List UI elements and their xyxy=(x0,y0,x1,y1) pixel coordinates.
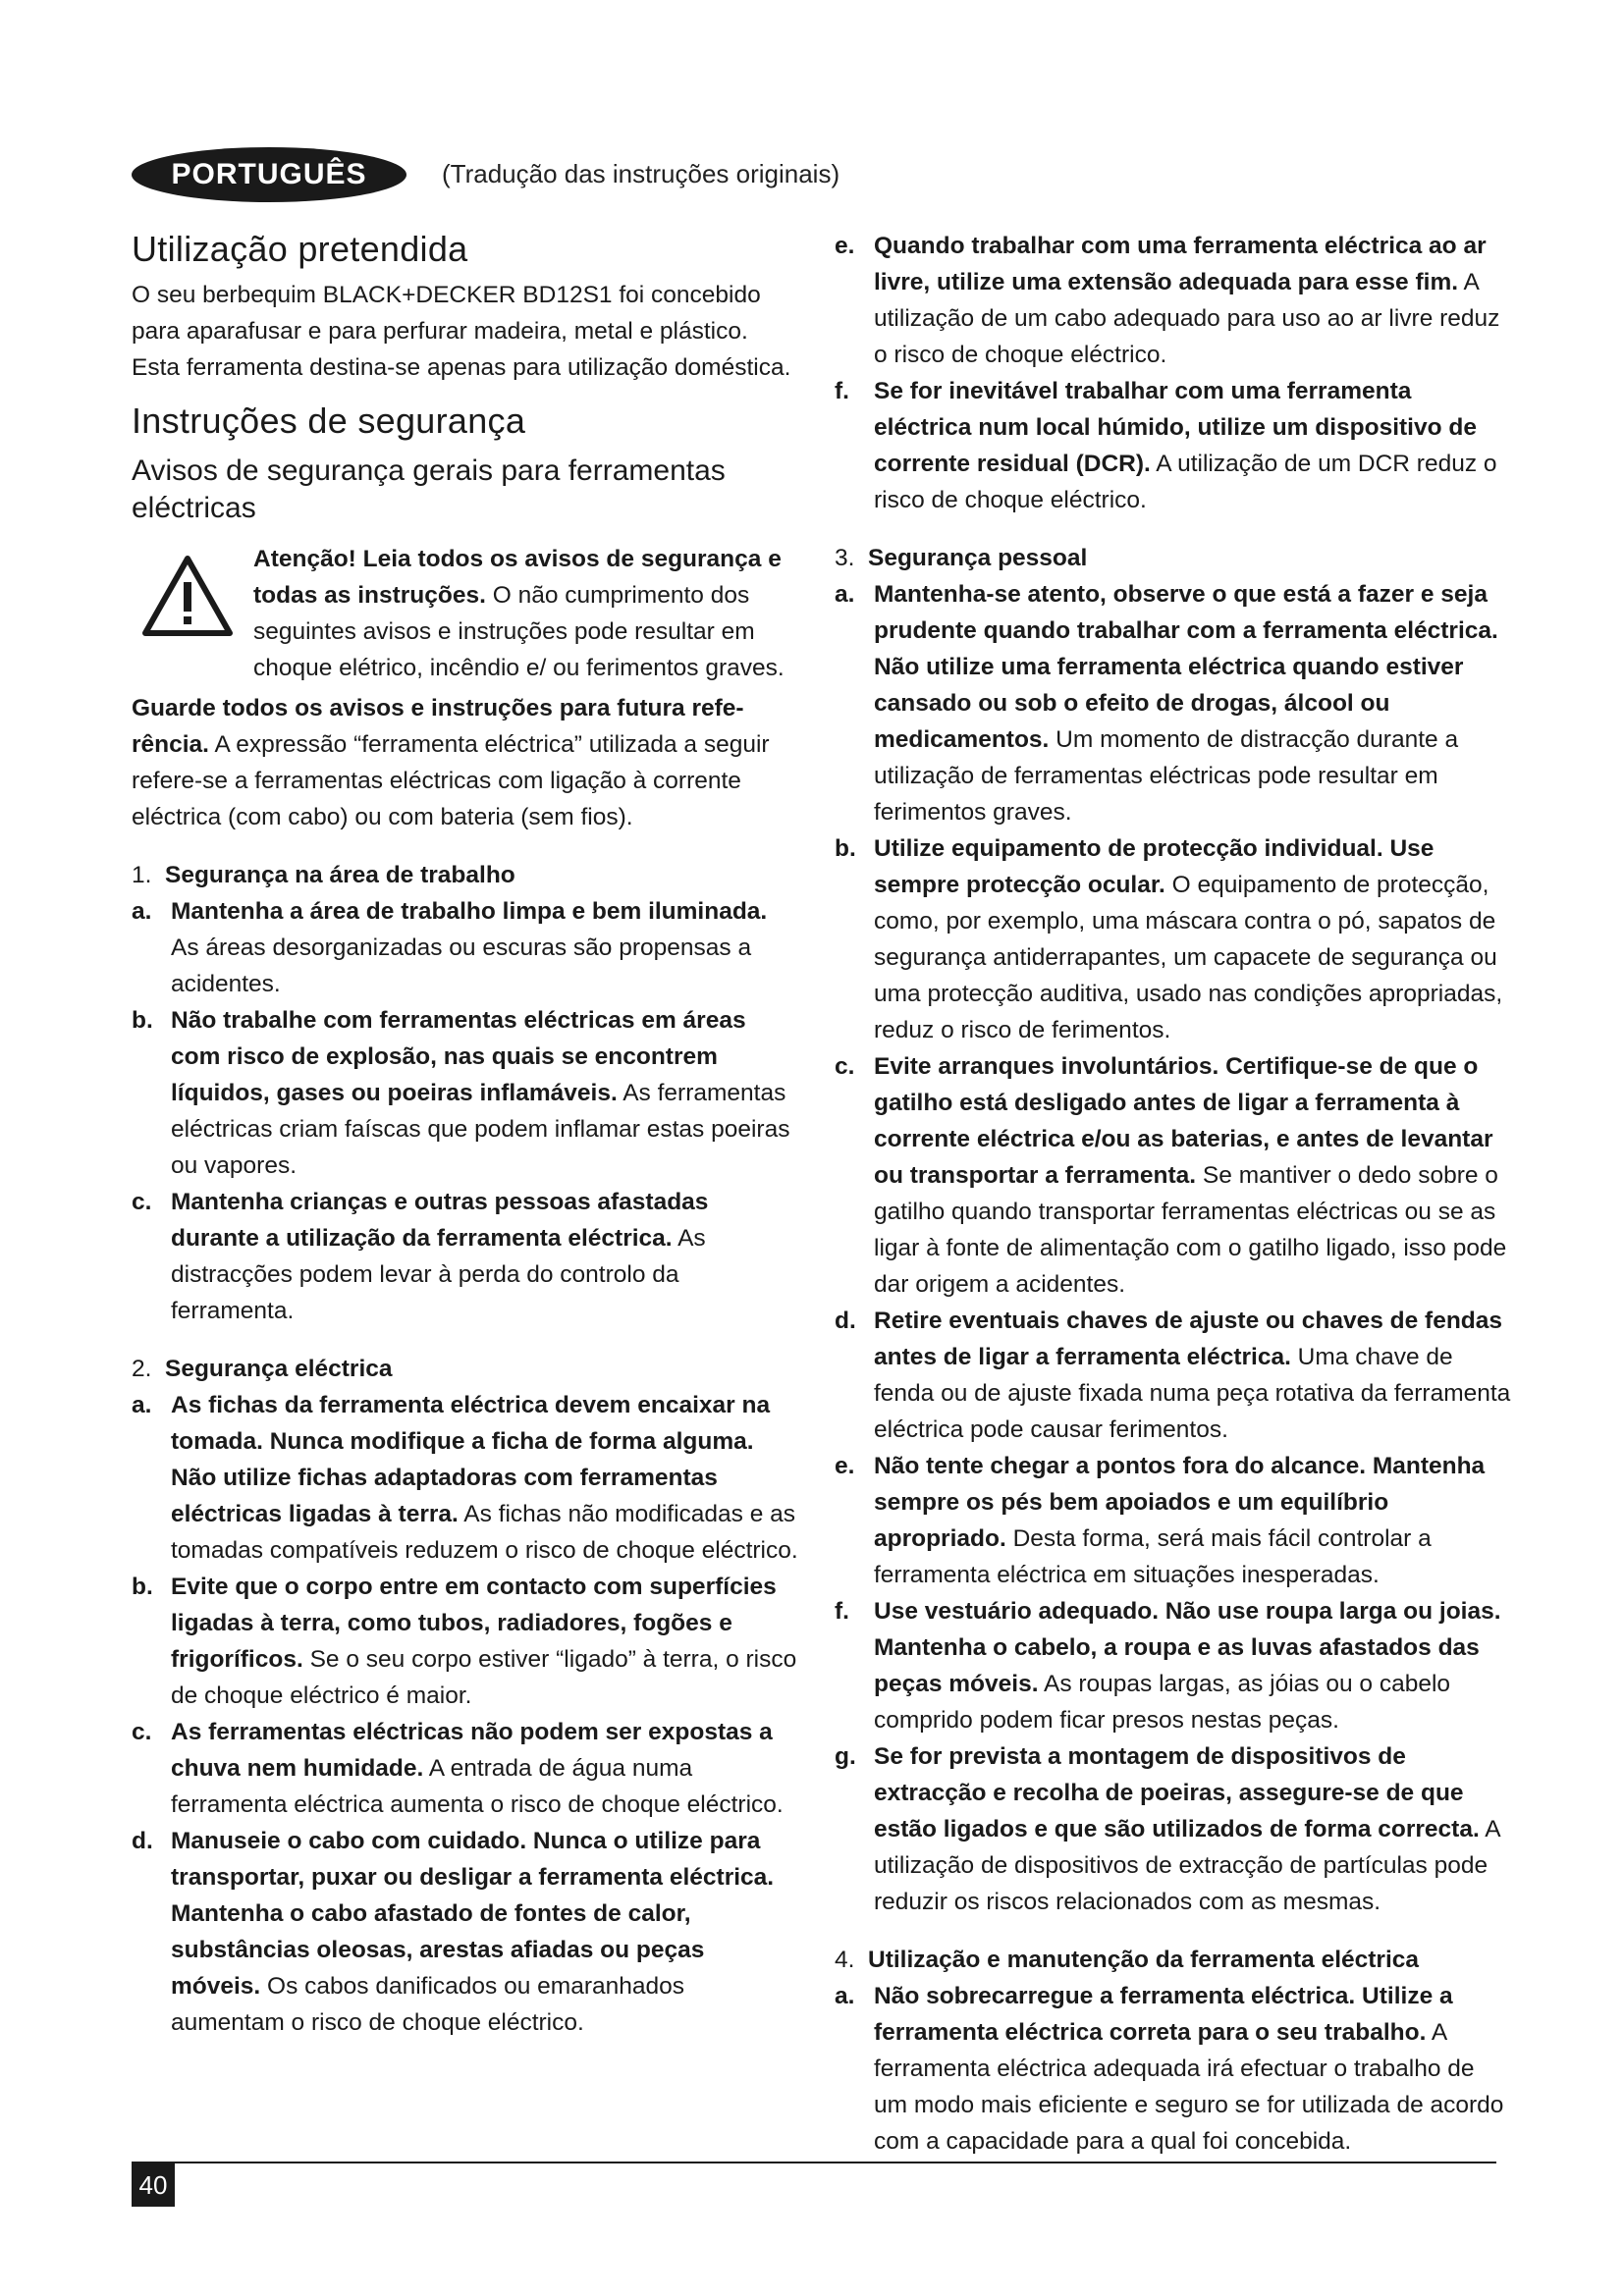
list-item: d. Retire eventuais chaves de ajuste ou chaves de fendas antes de ligar a ferramenta eléctrica. Uma chave de fenda ou de ajuste fixada numa peça rotativa da ferramenta eléctrica pode causar ferimentos. xyxy=(835,1308,1511,1443)
section-work-area: 1. Segurança na área de trabalho xyxy=(132,862,515,888)
warning-block xyxy=(132,541,799,686)
safety-heading: Instruções de segurança xyxy=(132,400,526,441)
warning-text: Atenção! Leia todos os avisos de segurança e todas as instruções. O não cumprimento dos seguintes avisos e instruções pode resultar em choque elétrico, incêndio e/ ou ferimentos graves. xyxy=(253,546,785,681)
list-item: a. As fichas da ferramenta eléctrica devem encaixar na tomada. Nunca modifique a ficha de forma alguma. Não utilize fichas adaptadoras com ferramentas eléctricas ligadas à terra. As fichas não modificadas e as tomadas compatíveis reduzem o risco de choque eléctrico. xyxy=(132,1392,798,1564)
intended-use-heading: Utilização pretendida xyxy=(132,229,468,269)
left-column xyxy=(132,228,799,2041)
list-item: e. Quando trabalhar com uma ferramenta eléctrica ao ar livre, utilize uma extensão adequada para esse fim. A utilização de um cabo adequado para uso ao ar livre reduz o risco de choque eléctrico. xyxy=(835,233,1500,368)
list-item: g. Se for prevista a montagem de dispositivos de extracção e recolha de poeiras, assegure-se de que estão ligados e que são utilizados de forma correcta. A utilização de dispositivos de extracção de partículas pode reduzir os riscos relacionados com as mesmas. xyxy=(835,1743,1500,1915)
list-item: f. Use vestuário adequado. Não use roupa larga ou joias. Mantenha o cabelo, a roupa e as luvas afastados das peças móveis. As roupas largas, as jóias ou o cabelo comprido podem ficar presos nestas peças. xyxy=(835,1598,1501,1734)
list-item: b. Evite que o corpo entre em contacto com superfícies ligadas à terra, como tubos, radiadores, fogões e frigoríficos. Se o seu corpo estiver “ligado” à terra, o risco de choque eléctrico é maior. xyxy=(132,1574,797,1709)
list-item: d. Manuseie o cabo com cuidado. Nunca o utilize para transportar, puxar ou desligar a ferramenta eléctrica. Mantenha o cabo afastado de fontes de calor, substâncias oleosas, arestas afiadas ou peças móveis. Os cabos danificados ou emaranhados aumentam o risco de choque eléctrico. xyxy=(132,1828,775,2036)
list-item: b. Não trabalhe com ferramentas eléctricas em áreas com risco de explosão, nas quais se encontrem líquidos, gases ou poeiras inflamáveis. As ferramentas eléctricas criam faíscas que podem inflamar estas poeiras ou vapores. xyxy=(132,1007,790,1179)
list-item: f. Se for inevitável trabalhar com uma ferramenta eléctrica num local húmido, utilize um dispositivo de corrente residual (DCR). A utilização de um DCR reduz o risco de choque eléctrico. xyxy=(835,378,1497,513)
section-personal-safety: 3. Segurança pessoal xyxy=(835,545,1088,571)
general-warnings-heading: Avisos de segurança gerais para ferramentas eléctricas xyxy=(132,454,726,524)
list-item: c. Evite arranques involuntários. Certifique-se de que o gatilho está desligado antes de ligar a ferramenta à corrente eléctrica e/ou as baterias, e antes de levantar ou transportar a ferramenta. Se mantiver o dedo sobre o gatilho quando transportar ferramentas eléctricas ou se as ligar à fonte de alimentação com o gatilho ligado, isso pode dar origem a acidentes. xyxy=(835,1053,1507,1298)
list-item: a. Mantenha a área de trabalho limpa e bem iluminada. As áreas desorganizadas ou escuras são propensas a acidentes. xyxy=(132,898,768,997)
list-item: e. Não tente chegar a pontos fora do alcance. Mantenha sempre os pés bem apoiados e um equilíbrio apropriado. Desta forma, será mais fácil controlar a ferramenta eléctrica em situações inesperadas. xyxy=(835,1453,1486,1588)
list-item: a. Mantenha-se atento, observe o que está a fazer e seja prudente quando trabalhar com a ferramenta eléctrica. Não utilize uma ferramenta eléctrica quando estiver cansado ou sob o efeito de drogas, álcool ou medicamentos. Um momento de distracção durante a utilização de ferramentas eléctricas pode resultar em ferimentos graves. xyxy=(835,581,1498,826)
list-item: b. Utilize equipamento de protecção individual. Use sempre protecção ocular. O equipamento de protecção, como, por exemplo, uma máscara contra o pó, sapatos de segurança antiderrapantes, um capacete de segurança ou uma protecção auditiva, usado nas condições apropriadas, reduz o risco de ferimentos. xyxy=(835,835,1503,1043)
page-number: 40 xyxy=(132,2163,175,2207)
right-column xyxy=(835,228,1512,2160)
list-item: c. As ferramentas eléctricas não podem ser expostas a chuva nem humidade. A entrada de água numa ferramenta eléctrica aumenta o risco de choque eléctrico. xyxy=(132,1719,784,1818)
section-electrical: 2. Segurança eléctrica xyxy=(132,1356,393,1382)
intended-use-text: O seu berbequim BLACK+DECKER BD12S1 foi concebido para aparafusar e para perfurar madeira, metal e plástico. Esta ferramenta destina-se apenas para utilização doméstica. xyxy=(132,282,791,381)
section-tool-use: 4. Utilização e manutenção da ferramenta eléctrica xyxy=(835,1947,1419,1973)
footer-rule xyxy=(132,2162,1496,2163)
translation-note: (Tradução das instruções originais) xyxy=(442,159,840,188)
warning-triangle-icon xyxy=(141,555,234,637)
list-item: a. Não sobrecarregue a ferramenta eléctrica. Utilize a ferramenta eléctrica correta para o seu trabalho. A ferramenta eléctrica adequada irá efectuar o trabalho de um modo mais eficiente e seguro se for utilizada de acordo com a capacidade para a qual foi concebida. xyxy=(835,1983,1504,2155)
page-header xyxy=(132,147,1015,206)
keep-instructions-text: Guarde todos os avisos e instruções para futura referência. A expressão “ferramenta eléctrica” utilizada a seguir refere-se a ferramentas eléctricas com ligação à corrente eléctrica (com cabo) ou com bateria (sem fios). xyxy=(132,695,770,830)
language-badge: PORTUGUÊS xyxy=(132,147,406,202)
list-item: c. Mantenha crianças e outras pessoas afastadas durante a utilização da ferramenta eléctrica. As distracções podem levar à perda do controlo da ferramenta. xyxy=(132,1189,709,1324)
